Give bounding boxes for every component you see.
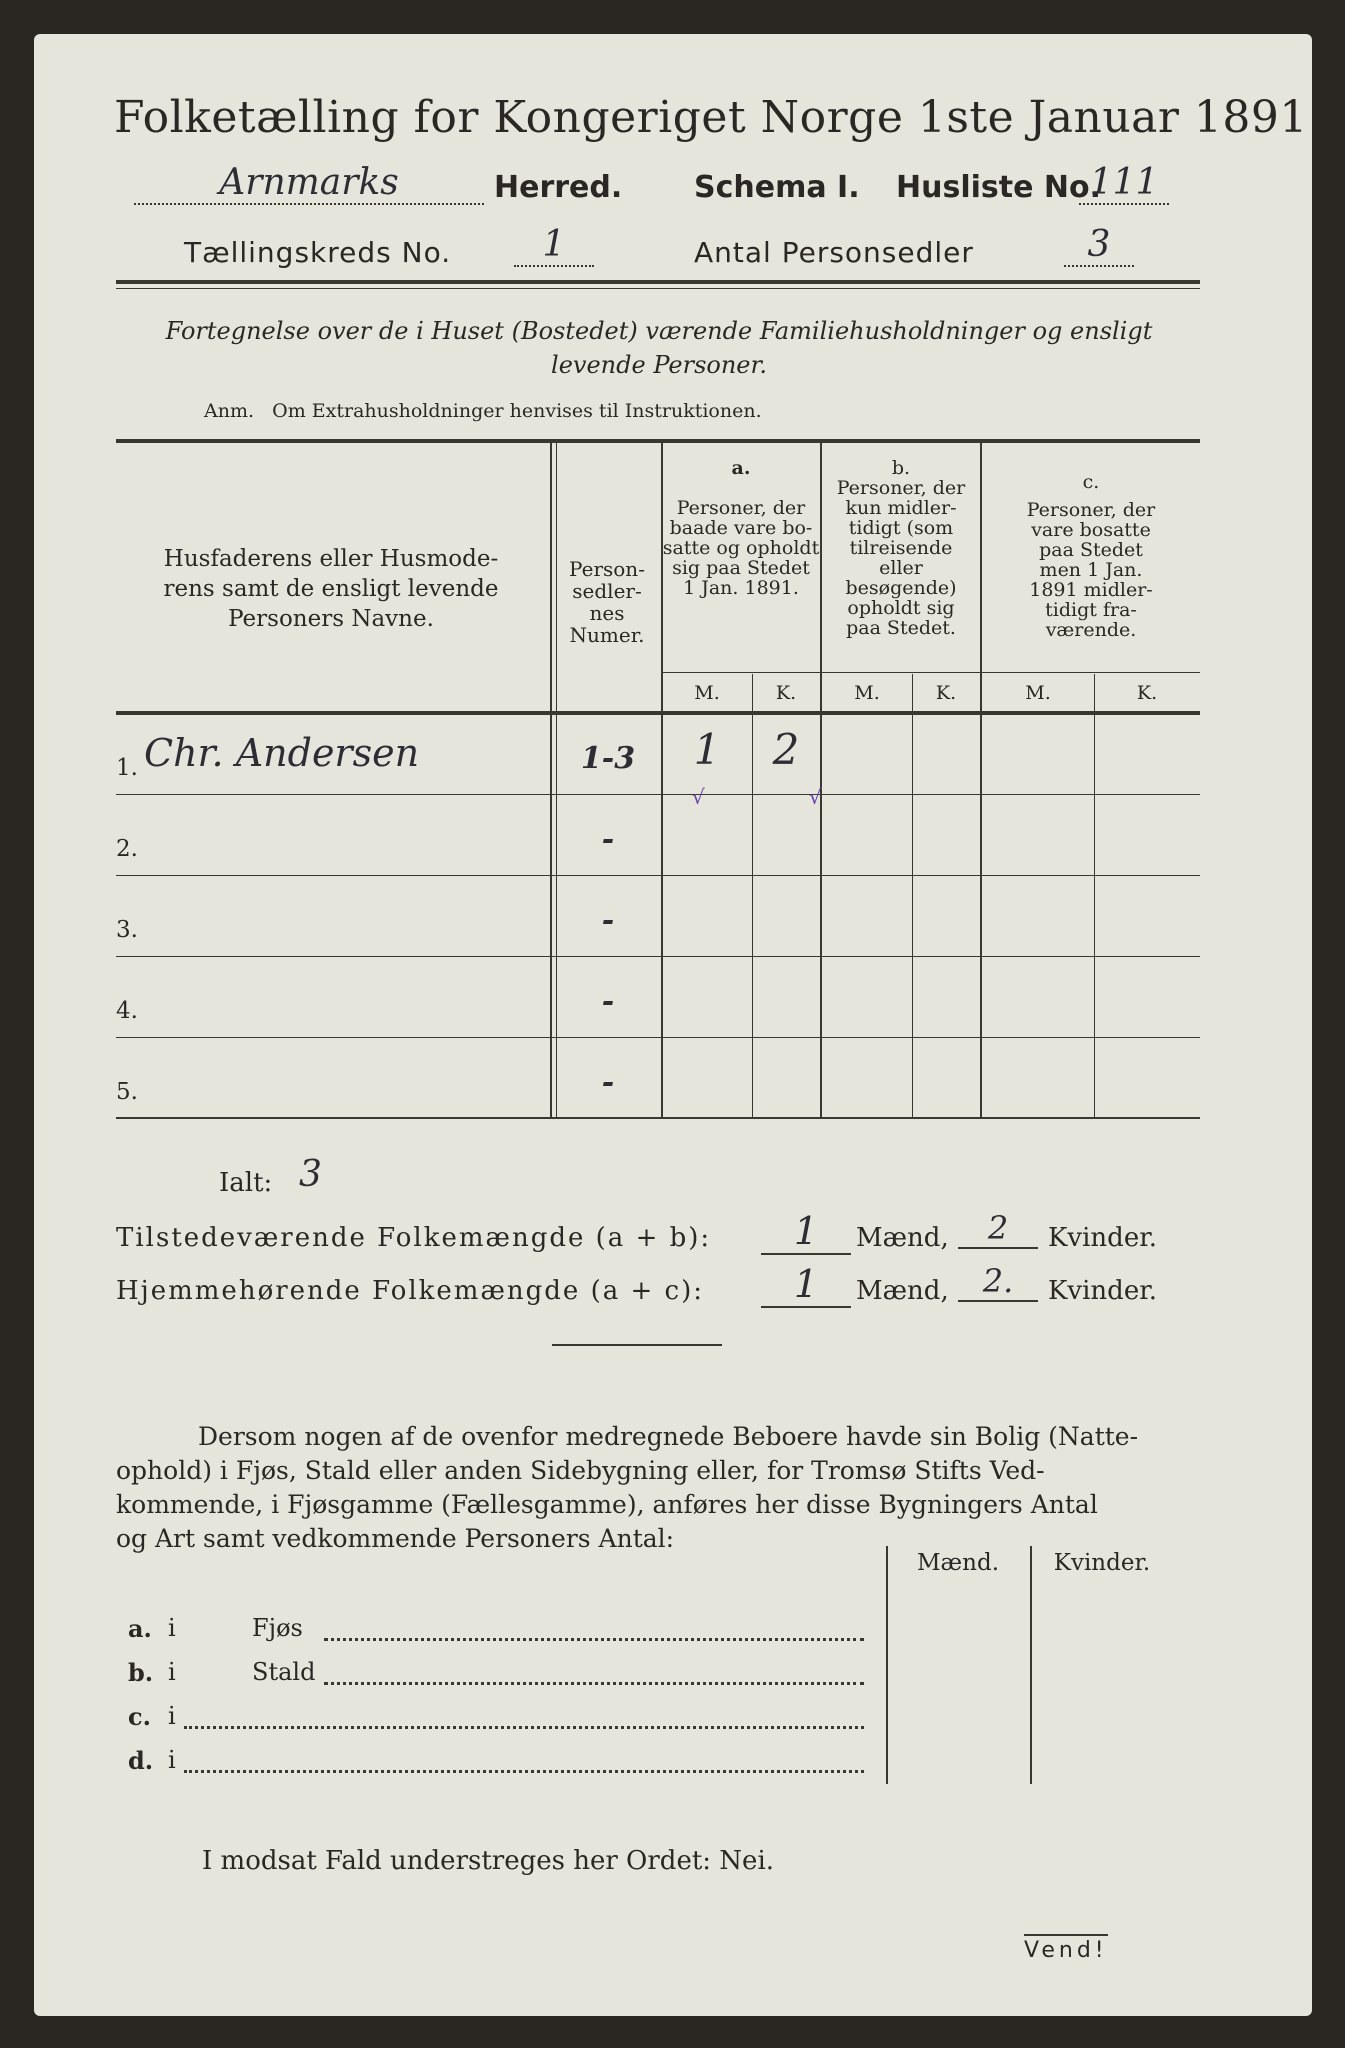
col-header-num-3: nes (589, 601, 625, 625)
col-header-b-5: eller (879, 557, 923, 579)
antal-label: Antal Personsedler (694, 236, 974, 269)
col-header-b (822, 458, 980, 638)
table-top-rule (116, 439, 1200, 443)
herred-label: Herred. (494, 170, 623, 205)
bottom-row-letter: c. (128, 1702, 151, 1731)
bottom-row-text: Fjøs (252, 1614, 303, 1642)
row-number: 1. (116, 755, 138, 781)
col-header-name-2: rens samt de ensligt levende (163, 576, 499, 602)
bottom-maend-header: Mænd. (916, 1550, 1000, 1576)
row-line (116, 875, 1200, 876)
anm-note: Anm. Om Extrahusholdninger henvises til Instruktionen. (204, 400, 762, 422)
table-header-bottom-rule (116, 711, 1200, 715)
bottom-col-line-1 (886, 1546, 888, 1784)
section-divider (552, 1344, 722, 1346)
herred-handwritten: Arnmarks (134, 162, 484, 205)
row-personsedler: 1-3 (580, 741, 636, 776)
check-mark-m: √ (692, 785, 705, 809)
col-header-c-5: 1891 midler- (1029, 579, 1153, 601)
paragraph-line-2: ophold) i Fjøs, Stald eller anden Sidebygning eller, for Tromsø Stifts Ved- (116, 1456, 1045, 1485)
bottom-row-dots (184, 1726, 864, 1729)
col-header-a-1: Personer, der (676, 497, 806, 519)
col-header-name (116, 544, 546, 634)
col-header-num-2: sedler- (572, 579, 642, 603)
col-header-a-2: baade vare bo- (669, 517, 813, 539)
row-number: 4. (116, 998, 138, 1024)
row-line (116, 1037, 1200, 1038)
tilstede-maend-label: Mænd, (856, 1223, 949, 1253)
col-header-c (982, 472, 1200, 640)
col-header-num-1: Person- (569, 557, 645, 581)
row-personsedler: - (601, 1065, 615, 1100)
paragraph-line-4: og Art samt vedkommende Personers Antal: (116, 1524, 675, 1553)
col-header-b-letter: b. (891, 457, 911, 479)
tilstede-kvinder-value: 2 (958, 1209, 1038, 1249)
col-header-num-4: Numer. (569, 623, 645, 647)
col-header-b-8: paa Stedet. (846, 617, 956, 639)
table-bottom-rule (116, 1117, 1200, 1119)
col-header-num (554, 558, 660, 646)
col-header-c-4: men 1 Jan. (1039, 559, 1143, 581)
kreds-label: Tællingskreds No. (184, 236, 452, 269)
row-line (116, 956, 1200, 957)
bottom-row-i: i (168, 1702, 176, 1730)
row-personsedler: - (601, 984, 615, 1019)
hjemme-label: Hjemmehørende Folkemængde (a + c): (116, 1276, 704, 1306)
row-line (116, 794, 1200, 795)
col-header-c-1: Personer, der (1026, 499, 1156, 521)
bottom-row-letter: b. (128, 1658, 154, 1687)
col-header-a-3: satte og opholdt (662, 537, 820, 559)
col-header-b-3: tidigt (som (848, 517, 954, 539)
bottom-row-dots (184, 1770, 864, 1773)
col-header-b-6: besøgende) (845, 577, 957, 599)
col-header-a-4: sig paa Stedet (672, 557, 810, 579)
col-header-b-1: Personer, der (836, 477, 966, 499)
col-line-1 (550, 443, 552, 1119)
col-header-name-1: Husfaderens eller Husmode- (163, 546, 499, 572)
hjemme-kvinder-label: Kvinder. (1048, 1276, 1158, 1306)
col-header-c-6: tidigt fra- (1045, 599, 1137, 621)
paragraph (116, 1420, 1206, 1556)
vend-label: Vend! (1024, 1934, 1108, 1963)
col-header-a-5: 1 Jan. 1891. (683, 577, 799, 599)
ialt-value: 3 (299, 1154, 322, 1195)
row-a-m: 1 (693, 725, 721, 774)
row-personsedler: - (601, 822, 615, 857)
col-header-a (662, 458, 820, 598)
bottom-row-dots (324, 1682, 864, 1685)
hjemme-line (116, 1262, 1206, 1312)
row-number: 3. (116, 917, 138, 943)
col-header-name-3: Personers Navne. (228, 606, 434, 632)
b-m-label: M. (854, 682, 880, 704)
modsat-note: I modsat Fald understreges her Ordet: Nei. (202, 1846, 775, 1876)
hjemme-kvinder-value: 2. (958, 1262, 1038, 1302)
husliste-handwritten: 111 (1079, 162, 1169, 205)
tilstede-label: Tilstedeværende Folkemængde (a + b): (116, 1223, 712, 1253)
husliste-label: Husliste No. (896, 170, 1101, 205)
b-k-label: K. (935, 682, 957, 704)
hjemme-maend-value: 1 (761, 1262, 851, 1308)
ialt-label: Ialt: (219, 1168, 273, 1198)
bottom-kvinder-header: Kvinder. (1053, 1550, 1151, 1576)
row-a-k: 2 (772, 725, 800, 774)
row-name: Chr. Andersen (144, 731, 420, 775)
kreds-line (184, 224, 1184, 274)
census-form-page (34, 34, 1323, 2016)
mk-divider (662, 672, 1200, 673)
bottom-row-letter: a. (128, 1614, 152, 1643)
header-rule-thin (116, 288, 1200, 289)
col-line-cm (1094, 674, 1095, 1119)
row-number: 2. (116, 836, 138, 862)
col-header-c-letter: c. (1082, 471, 1100, 493)
tilstede-maend-value: 1 (761, 1209, 851, 1255)
intro-line-2: levende Personer. (551, 351, 767, 379)
col-header-a-letter: a. (731, 457, 751, 479)
check-mark-k: √ (809, 785, 822, 809)
paragraph-line-1: Dersom nogen af de ovenfor medregnede Beboere havde sin Bolig (Natte- (198, 1422, 1139, 1451)
bottom-row-i: i (168, 1614, 176, 1642)
col-header-c-7: værende. (1045, 619, 1137, 641)
tilstede-line (116, 1209, 1206, 1259)
bottom-row-dots (324, 1638, 864, 1641)
col-header-c-3: paa Stedet (1039, 539, 1143, 561)
c-m-label: M. (1025, 682, 1051, 704)
schema-label: Schema I. (694, 170, 860, 205)
col-line-bm (912, 674, 913, 1119)
c-k-label: K. (1136, 682, 1158, 704)
paragraph-line-3: kommende, i Fjøsgamme (Fællesgamme), anføres her disse Bygningers Antal (116, 1490, 1098, 1519)
col-header-b-7: opholdt sig (847, 597, 955, 619)
row-personsedler: - (601, 903, 615, 938)
bottom-row-i: i (168, 1746, 176, 1774)
bottom-col-line-2 (1030, 1546, 1032, 1784)
herred-line (134, 162, 1224, 212)
bottom-row-letter: d. (128, 1746, 154, 1775)
row-number: 5. (116, 1079, 138, 1105)
hjemme-maend-label: Mænd, (856, 1276, 949, 1306)
col-header-b-2: kun midler- (845, 497, 957, 519)
bottom-row-i: i (168, 1658, 176, 1686)
bottom-row-text: Stald (252, 1658, 316, 1686)
a-m-label: M. (694, 682, 720, 704)
col-header-c-2: vare bosatte (1031, 519, 1151, 541)
kreds-handwritten: 1 (514, 224, 594, 267)
a-k-label: K. (775, 682, 797, 704)
intro (114, 314, 1204, 382)
intro-line-1: Fortegnelse over de i Huset (Bostedet) værende Familiehusholdninger og ensligt (165, 317, 1153, 345)
tilstede-kvinder-label: Kvinder. (1048, 1223, 1158, 1253)
form-title: Folketælling for Kongeriget Norge 1ste Januar 1891. (114, 92, 1323, 143)
antal-handwritten: 3 (1064, 224, 1134, 267)
col-header-b-4: tilreisende (849, 537, 953, 559)
header-rule (116, 280, 1200, 284)
